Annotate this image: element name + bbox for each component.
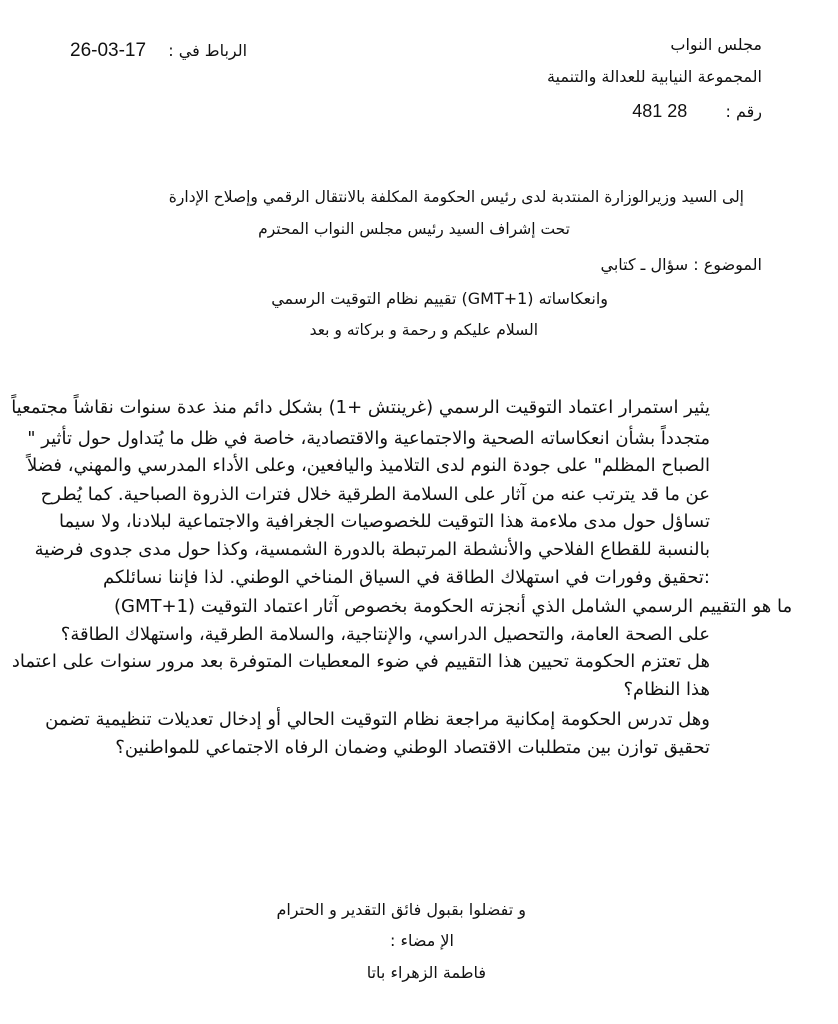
body-line: يثير استمرار اعتماد التوقيت الرسمي (غرينتش +1) بشكل دائم منذ عدة سنوات نقاشاً مجتمعياً [11, 397, 710, 418]
body-line: وهل تدرس الحكومة إمكانية مراجعة نظام التوقيت الحالي أو إدخال تعديلات تنظيمية تضمن [45, 709, 710, 730]
closing-courtesy: و تفضلوا بقبول فائق التقدير و الحترام [276, 900, 526, 919]
addressee-line-1: إلى السيد وزيرالوزارة المنتدبة لدى رئيس الحكومة المكلفة بالانتقال الرقمي وإصلاح الإدارة [168, 188, 744, 206]
body-line: هل تعتزم الحكومة تحيين هذا التقييم في ضوء المعطيات المتوفرة بعد مرور سنوات على اعتماد [11, 651, 710, 672]
reference-number [632, 100, 762, 123]
institution-name: مجلس النواب [670, 35, 762, 54]
signature-label: الإ مضاء : [390, 931, 454, 950]
place-date-label: الرباط في : [168, 41, 248, 60]
body-line: (GMT+1) ما هو التقييم الرسمي الشامل الذي أنجزته الحكومة بخصوص آثار اعتماد التوقيت [114, 596, 793, 617]
body-line: تساؤل حول مدى ملاءمة هذا التوقيت للخصوصيات الجغرافية والاجتماعية لبلادنا، ولا سيما [58, 511, 710, 532]
place-date [70, 40, 247, 62]
greeting: السلام عليكم و رحمة و بركاته و بعد [309, 321, 538, 339]
body-line: الصباح المظلم" على جودة النوم لدى التلاميذ واليافعين، وعلى الأداء المدرسي والمهني، فضلاً [27, 455, 710, 476]
parliamentary-group: المجموعة النيابية للعدالة والتنمية [546, 67, 762, 86]
reference-number-value: 28 481 [632, 101, 688, 121]
body-line: على الصحة العامة، والتحصيل الدراسي، والإنتاجية، والسلامة الطرقية، واستهلاك الطاقة؟ [60, 624, 710, 645]
subject-label: الموضوع : سؤال ـ كتابي [600, 255, 762, 274]
subject-title: وانعكاساته (GMT+1) تقييم نظام التوقيت الرسمي [271, 289, 608, 308]
body-line: عن ما قد يترتب عنه من آثار على السلامة الطرقية خلال فترات الذروة الصباحية. كما يُطرح [40, 484, 710, 505]
signatory-name: فاطمة الزهراء باتا [366, 963, 486, 982]
body-line: متجدداً بشأن انعكاساته الصحية والاجتماعية والاقتصادية، خاصة في ظل ما يُتداول حول تأثير " [27, 428, 710, 449]
body-line: تحقيق توازن بين متطلبات الاقتصاد الوطني وضمان الرفاه الاجتماعي للمواطنين؟ [115, 737, 710, 758]
reference-number-label: رقم : [725, 102, 762, 121]
body-line: بالنسبة للقطاع الفلاحي والأنشطة المرتبطة بالدورة الشمسية، وكذا حول مدى جدوى فرضية [34, 539, 710, 560]
date-value: 26-03-17 [70, 40, 147, 61]
body-line: :تحقيق وفورات في استهلاك الطاقة في السياق المناخي الوطني. لذا فإننا نسائلكم [102, 567, 710, 588]
body-line: هذا النظام؟ [623, 679, 710, 700]
addressee-line-2: تحت إشراف السيد رئيس مجلس النواب المحترم [258, 220, 570, 238]
